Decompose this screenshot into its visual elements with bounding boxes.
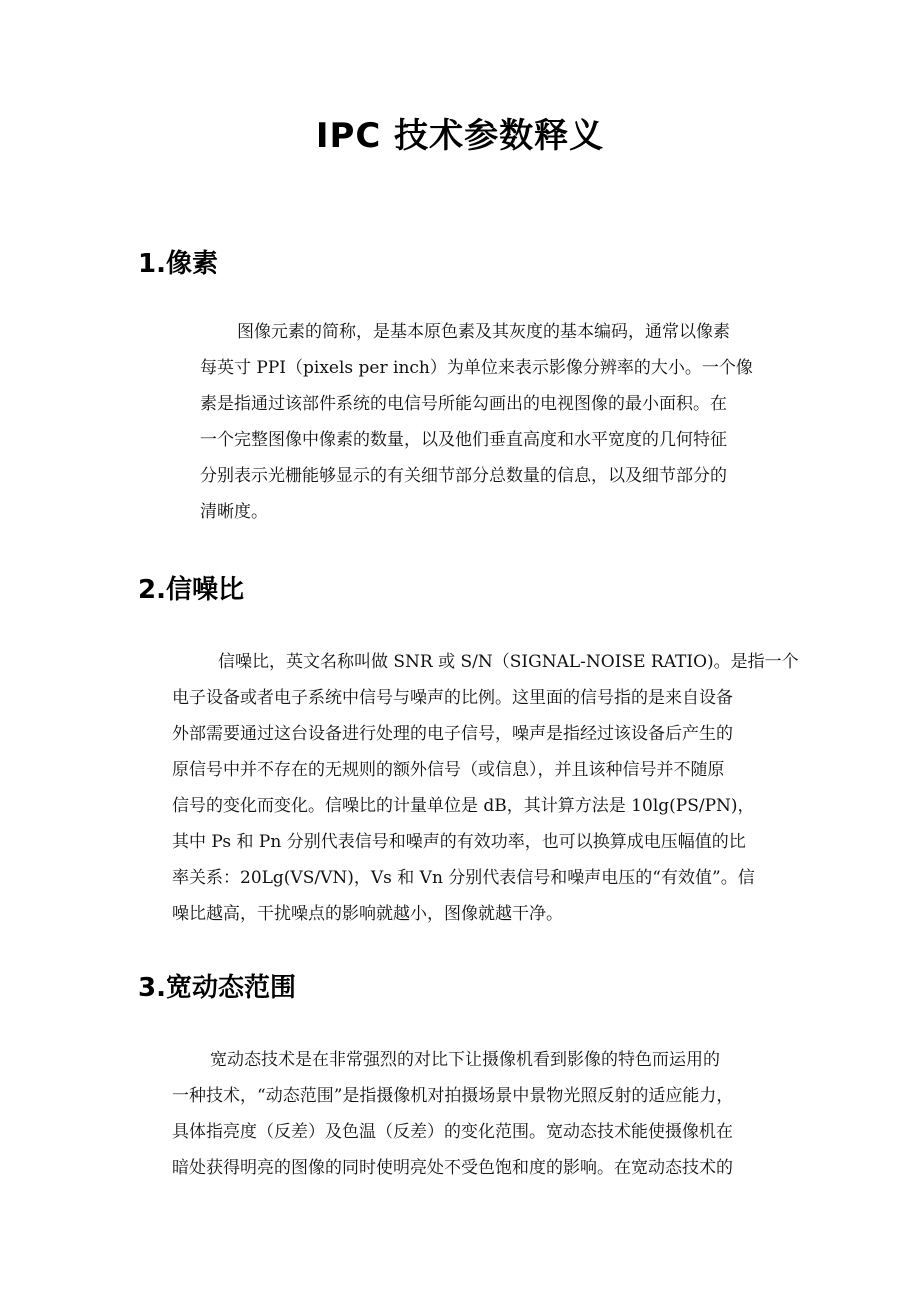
paragraph-line: 率关系：20Lg(VS/VN)，Vs 和 Vn 分别代表信号和噪声电压的“有效值”。信	[172, 868, 755, 888]
section-body-snr	[172, 644, 799, 932]
paragraph-line: 信噪比，英文名称叫做 SNR 或 S/N（SIGNAL-NOISE RATIO)。是指一个	[218, 652, 799, 672]
paragraph-line: 其中 Ps 和 Pn 分别代表信号和噪声的有效功率，也可以换算成电压幅值的比	[172, 832, 746, 852]
section-body-wdr	[172, 1042, 792, 1186]
document-title: IPC 技术参数释义	[315, 116, 605, 156]
section-heading-snr: 2.信噪比	[138, 575, 244, 605]
paragraph-line: 图像元素的简称，是基本原色素及其灰度的基本编码，通常以像素	[237, 322, 730, 342]
paragraph-line: 宽动态技术是在非常强烈的对比下让摄像机看到影像的特色而运用的	[210, 1050, 720, 1070]
paragraph-line: 每英寸 PPI（pixels per inch）为单位来表示影像分辨率的大小。一个像	[200, 358, 753, 378]
paragraph-line: 具体指亮度（反差）及色温（反差）的变化范围。宽动态技术能使摄像机在	[172, 1122, 733, 1142]
paragraph-line: 清晰度。	[200, 502, 268, 522]
paragraph-line: 原信号中并不存在的无规则的额外信号（或信息），并且该种信号并不随原	[172, 760, 725, 780]
paragraph-line: 电子设备或者电子系统中信号与噪声的比例。这里面的信号指的是来自设备	[172, 688, 733, 708]
paragraph-line: 一种技术，“动态范围”是指摄像机对拍摄场景中景物光照反射的适应能力，	[172, 1086, 734, 1106]
paragraph-line: 信号的变化而变化。信噪比的计量单位是 dB，其计算方法是 10lg(PS/PN)，	[172, 796, 755, 816]
section-heading-pixel: 1.像素	[138, 249, 218, 279]
section-heading-wdr: 3.宽动态范围	[138, 973, 296, 1003]
paragraph-line: 外部需要通过这台设备进行处理的电子信号，噪声是指经过该设备后产生的	[172, 724, 733, 744]
paragraph-line: 噪比越高，干扰噪点的影响就越小，图像就越干净。	[172, 904, 563, 924]
paragraph-line: 暗处获得明亮的图像的同时使明亮处不受色饱和度的影响。在宽动态技术的	[172, 1158, 733, 1178]
paragraph-line: 素是指通过该部件系统的电信号所能勾画出的电视图像的最小面积。在	[200, 394, 727, 414]
section-body-pixel	[200, 314, 790, 530]
paragraph-line: 分别表示光栅能够显示的有关细节部分总数量的信息，以及细节部分的	[200, 466, 727, 486]
paragraph-line: 一个完整图像中像素的数量，以及他们垂直高度和水平宽度的几何特征	[200, 430, 727, 450]
